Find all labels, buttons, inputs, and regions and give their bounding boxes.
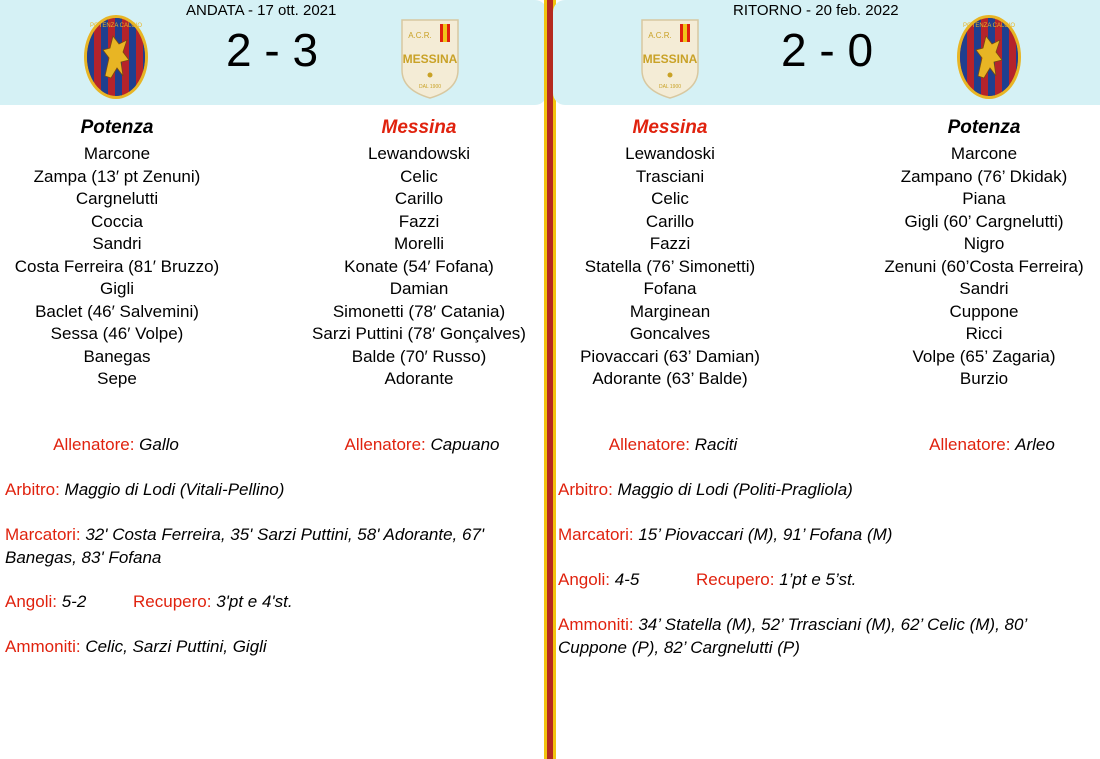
player-row: Burzio xyxy=(959,369,1009,388)
andata-home-coach: Allenatore: Gallo xyxy=(53,435,179,454)
player-row: Baclet (46′ Salvemini) xyxy=(35,301,199,321)
potenza-logo-icon xyxy=(956,14,1022,100)
messina-logo-icon xyxy=(640,18,700,100)
andata-away-coach: Allenatore: Capuano xyxy=(344,435,500,454)
andata-header xyxy=(0,0,547,105)
andata-away-team xyxy=(299,117,539,391)
player-row: Balde (70′ Russo) xyxy=(351,346,487,366)
andata-away-name: Messina xyxy=(381,117,457,138)
player-row: Adorante (63’ Balde) xyxy=(592,369,748,388)
andata-marcatori: Marcatori: 32' Costa Ferreira, 35' Sarzi Puttini, 58' Adorante, 67' Banegas, 83' Fofana xyxy=(5,525,485,567)
player-row: Statella (76’ Simonetti) xyxy=(584,256,756,276)
player-row: Fazzi xyxy=(398,211,440,231)
ritorno-home-name: Messina xyxy=(632,117,708,138)
player-row: Banegas xyxy=(83,346,151,366)
svg-text:DAL 1900: DAL 1900 xyxy=(418,84,442,90)
andata-home-team xyxy=(0,117,237,391)
svg-text:A.C.R.: A.C.R. xyxy=(648,31,672,40)
player-row: Carillo xyxy=(645,211,695,231)
ritorno-home-coach: Allenatore: Raciti xyxy=(608,435,738,454)
player-row: Morelli xyxy=(393,234,445,253)
andata-score: 2 - 3 xyxy=(226,24,319,76)
ritorno-arbitro: Arbitro: Maggio di Lodi (Politi-Pragliola) xyxy=(558,480,853,499)
ritorno-score: 2 - 0 xyxy=(781,24,874,76)
player-row: Sessa (46′ Volpe) xyxy=(50,324,184,343)
svg-text:MESSINA: MESSINA xyxy=(402,52,458,66)
player-row: Piana xyxy=(962,189,1006,208)
andata-angoli-recupero: Angoli: 5-2 Recupero: 3'pt e 4'st. xyxy=(5,592,293,611)
andata-arbitro: Arbitro: Maggio di Lodi (Vitali-Pellino) xyxy=(5,480,285,499)
svg-text:DAL 1900: DAL 1900 xyxy=(658,84,682,90)
player-row: Lewandowski xyxy=(367,144,471,163)
player-row: Cuppone xyxy=(949,301,1019,321)
player-row: Coccia xyxy=(91,211,143,231)
player-row: Marcone xyxy=(83,144,151,163)
player-row: Trasciani xyxy=(635,166,705,186)
player-row: Sarzi Puttini (78′ Gonçalves) xyxy=(312,324,526,343)
player-row: Cargnelutti xyxy=(75,189,159,208)
svg-text:MESSINA: MESSINA xyxy=(642,52,698,66)
player-row: Nigro xyxy=(963,234,1005,253)
potenza-logo-icon xyxy=(83,14,149,100)
player-row: Costa Ferreira (81′ Bruzzo) xyxy=(14,256,220,276)
ritorno-angoli-recupero: Angoli: 4-5 Recupero: 1’pt e 5’st. xyxy=(558,570,857,589)
player-row: Zenuni (60’Costa Ferreira) xyxy=(884,256,1084,276)
player-row: Simonetti (78′ Catania) xyxy=(332,301,506,321)
andata-leg-label: ANDATA - 17 ott. 2021 xyxy=(186,2,337,19)
messina-logo-icon xyxy=(400,18,460,100)
andata-away-players xyxy=(299,143,539,391)
svg-text:A.C.R.: A.C.R. xyxy=(408,31,432,40)
andata-home-players xyxy=(0,143,237,391)
player-row: Celic xyxy=(651,189,689,208)
player-row: Sandri xyxy=(959,279,1009,298)
player-row: Piovaccari (63’ Damian) xyxy=(580,346,760,366)
player-row: Gigli (60’ Cargnelutti) xyxy=(904,211,1064,231)
svg-text:POTENZA CALCIO: POTENZA CALCIO xyxy=(962,23,1016,29)
ritorno-away-players xyxy=(868,143,1100,391)
player-row: Marginean xyxy=(629,301,711,321)
player-row: Gigli xyxy=(99,279,134,298)
player-row: Marcone xyxy=(950,144,1018,163)
player-row: Zampa (13′ pt Zenuni) xyxy=(33,166,201,186)
player-row: Zampano (76’ Dkidak) xyxy=(900,166,1068,186)
ritorno-away-team xyxy=(868,117,1100,391)
player-row: Fofana xyxy=(643,279,697,298)
ritorno-leg-label: RITORNO - 20 feb. 2022 xyxy=(733,2,899,19)
player-row: Adorante xyxy=(384,369,454,388)
ritorno-marcatori: Marcatori: 15’ Piovaccari (M), 91’ Fofana (M) xyxy=(558,525,893,544)
svg-text:POTENZA CALCIO: POTENZA CALCIO xyxy=(89,23,143,29)
ritorno-home-team xyxy=(550,117,790,391)
player-row: Konate (54′ Fofana) xyxy=(344,256,494,276)
player-row: Celic xyxy=(400,166,438,186)
player-row: Sandri xyxy=(92,234,142,253)
ritorno-home-players xyxy=(550,143,790,391)
ritorno-ammoniti: Ammoniti: 34’ Statella (M), 52’ Trrasciani (M), 62’ Celic (M), 80’ Cuppone (P), 82’ Cargnelutti (P) xyxy=(558,615,1027,657)
player-row: Sepe xyxy=(97,369,137,388)
ritorno-section xyxy=(553,0,1100,759)
player-row: Lewandoski xyxy=(625,144,715,163)
ritorno-away-name: Potenza xyxy=(947,117,1021,138)
ritorno-away-coach: Allenatore: Arleo xyxy=(929,435,1055,454)
player-row: Carillo xyxy=(394,189,444,208)
player-row: Ricci xyxy=(965,324,1003,343)
player-row: Goncalves xyxy=(629,324,711,343)
andata-home-name: Potenza xyxy=(80,117,154,138)
player-row: Volpe (65’ Zagaria) xyxy=(912,346,1056,366)
andata-ammoniti: Ammoniti: Celic, Sarzi Puttini, Gigli xyxy=(5,637,267,656)
player-row: Damian xyxy=(389,279,449,298)
player-row: Fazzi xyxy=(649,234,691,253)
andata-section xyxy=(0,0,547,759)
ritorno-header xyxy=(553,0,1100,105)
